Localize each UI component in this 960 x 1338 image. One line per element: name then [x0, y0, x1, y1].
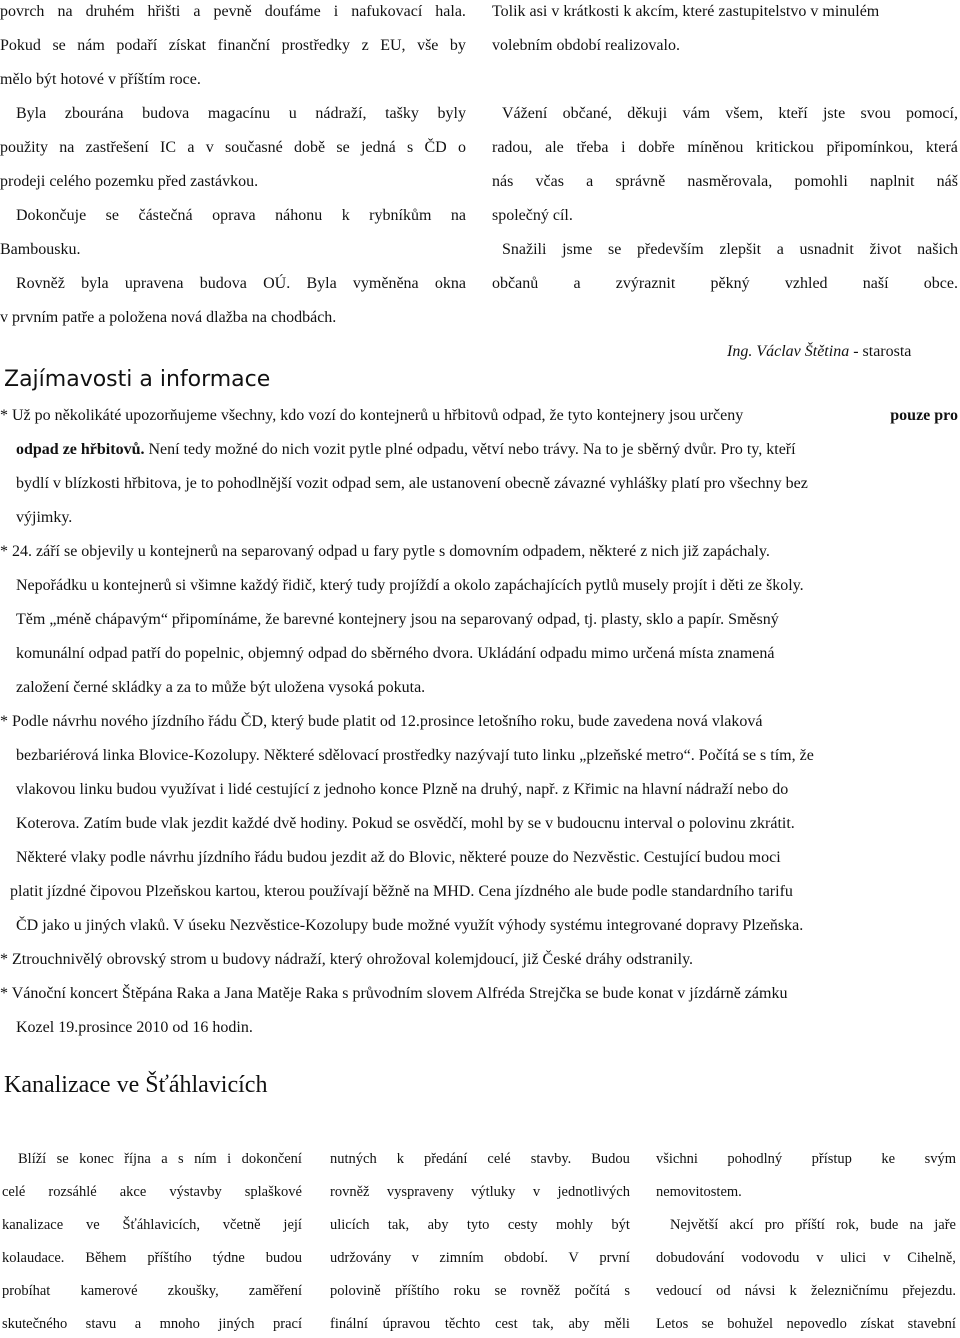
word: vyměněna — [352, 275, 419, 292]
section-heading: Kanalizace ve Šťáhlavicích — [4, 1072, 268, 1098]
word: Letos — [656, 1316, 689, 1332]
word: její — [283, 1217, 302, 1233]
word: bude — [870, 1217, 899, 1233]
word: bohužel — [727, 1316, 774, 1332]
section-heading: Zajímavosti a informace — [4, 367, 271, 392]
word: první — [599, 1250, 630, 1266]
text-line: Bambousku. — [0, 241, 81, 258]
word: výstavby — [169, 1184, 222, 1200]
word: budova — [142, 105, 190, 122]
word: kolaudace. — [2, 1250, 65, 1266]
word: konec — [79, 1151, 114, 1167]
word: k — [789, 1283, 797, 1299]
word: se — [701, 1316, 714, 1332]
emphasis: odpad ze hřbitovů. — [16, 441, 145, 458]
word: přejezdu. — [902, 1283, 956, 1299]
text-line — [16, 106, 466, 122]
word: svou — [860, 105, 891, 122]
word: období. — [504, 1250, 548, 1266]
word: a — [161, 1151, 168, 1167]
word: a — [776, 241, 784, 258]
word: Dokončuje — [16, 207, 87, 224]
text-line — [492, 174, 958, 190]
text-line — [2, 1218, 302, 1233]
word: Během — [85, 1250, 127, 1266]
word: jedná — [361, 139, 396, 156]
word: rozsáhlé — [48, 1184, 97, 1200]
word: jsme — [562, 241, 593, 258]
word: rok, — [836, 1217, 860, 1233]
word: EU, — [380, 37, 406, 54]
word: k — [396, 1151, 404, 1167]
word: získat — [860, 1316, 895, 1332]
word: na — [59, 139, 75, 156]
word: Největší — [670, 1217, 719, 1233]
word: října — [124, 1151, 151, 1167]
word: zbourána — [64, 105, 124, 122]
word: úpravou — [382, 1316, 431, 1332]
word: kritickou — [756, 139, 814, 156]
word: míněnou — [687, 139, 744, 156]
word: celé — [487, 1151, 511, 1167]
word: aby — [568, 1316, 590, 1332]
info-line: Nepořádku u kontejnerů si všimne každý řidič, který tudy projíždí a okolo zapáchajících pytlů musely projít i děti ze školy. — [16, 577, 804, 594]
word: svým — [924, 1151, 956, 1167]
word: vedoucí — [656, 1283, 702, 1299]
word: použity — [0, 139, 48, 156]
word: v — [532, 1184, 541, 1200]
word: cesty — [507, 1217, 538, 1233]
word: mnoho — [159, 1316, 200, 1332]
word: stavební — [907, 1316, 956, 1332]
word: a — [193, 3, 201, 20]
word: byly — [437, 105, 466, 122]
word: jaře — [934, 1217, 956, 1233]
info-line: bezbariérová linka Blovice-Kozolupy. Některé sdělovací prostředky nazývají tuto linku „plzeňské metro“. Počítá se s tím, že — [16, 747, 814, 764]
word: příštího — [395, 1283, 440, 1299]
info-line: * Ztrouchnivělý obrovský strom u budovy nádraží, který ohrožoval kolemjdoucí, již České dráhy odstranily. — [0, 951, 694, 968]
word: Cihelně, — [907, 1250, 956, 1266]
word: Šťáhlavicích, — [122, 1217, 200, 1233]
text-line — [16, 208, 466, 224]
word: která — [925, 139, 958, 156]
text-line — [656, 1317, 956, 1332]
word: občané, — [562, 105, 612, 122]
word: akcí — [729, 1217, 754, 1233]
word: roku — [453, 1283, 481, 1299]
info-line — [16, 442, 796, 458]
word: být — [611, 1217, 630, 1233]
text-line — [2, 1185, 302, 1200]
word: V — [568, 1250, 579, 1266]
word: s — [406, 139, 414, 156]
signature-role: - starosta — [849, 343, 912, 360]
text-line — [502, 242, 958, 258]
word: finální — [330, 1316, 368, 1332]
word: nafukovací — [351, 3, 423, 20]
text-line — [330, 1317, 630, 1332]
word: pro — [764, 1217, 785, 1233]
word: u — [288, 105, 297, 122]
word: doufáme — [264, 3, 321, 20]
word: tyto — [466, 1217, 490, 1233]
word: třeba — [576, 139, 609, 156]
word: v — [883, 1250, 891, 1266]
word: podaří — [116, 37, 158, 54]
word: probíhat — [2, 1283, 51, 1299]
word: kanalizace — [2, 1217, 64, 1233]
word: měli — [604, 1316, 630, 1332]
word: splaškové — [244, 1184, 302, 1200]
text-line: Tolik asi v krátkosti k akcím, které zastupitelstvo v minulém — [492, 3, 880, 20]
word: se — [56, 1151, 69, 1167]
word: jste — [822, 105, 846, 122]
text-line — [330, 1185, 630, 1200]
word: Vážení — [502, 105, 548, 122]
word: se — [608, 241, 622, 258]
word: Byla — [306, 275, 337, 292]
word: náš — [936, 173, 958, 190]
word: s — [624, 1283, 630, 1299]
text-line — [0, 140, 466, 156]
word: všichni — [656, 1151, 698, 1167]
word: ale — [545, 139, 564, 156]
word: rovněž — [520, 1283, 561, 1299]
word: okna — [434, 275, 466, 292]
info-line: ČD jako u jiných vlaků. V úseku Nezvěstice-Kozolupy bude možné využít výhody systému integrované dopravy Plzeňska. — [16, 917, 804, 934]
info-line: Těm „méně chápavým“ připomínáme, že barevné kontejnery jsou na separovaný odpad, tj. plasty, sklo a papír. Směsný — [16, 611, 779, 628]
word: připomínkou, — [826, 139, 914, 156]
word: v — [411, 1250, 419, 1266]
word: všem, — [725, 105, 764, 122]
word: se — [336, 139, 350, 156]
word: jiných — [218, 1316, 255, 1332]
word: na — [450, 207, 466, 224]
word: od — [716, 1283, 731, 1299]
word: našich — [917, 241, 958, 258]
word: s — [178, 1151, 184, 1167]
text-line — [656, 1284, 956, 1299]
word: nás — [492, 173, 514, 190]
word: i — [227, 1151, 232, 1167]
info-line: výjimky. — [16, 509, 73, 526]
word: se — [105, 207, 119, 224]
word: výtluky — [471, 1184, 516, 1200]
word: Byla — [16, 105, 47, 122]
word: příští — [795, 1217, 825, 1233]
word: obce. — [923, 275, 958, 292]
info-line: Kozel 19.prosince 2010 od 16 hodin. — [16, 1019, 253, 1036]
word: zvýraznit — [615, 275, 676, 292]
word: i — [621, 139, 626, 156]
word: budou — [265, 1250, 302, 1266]
word: z — [361, 37, 369, 54]
text-run: * Už po několikáté upozorňujeme všechny, kdo vozí do kontejnerů u hřbitovů odpad, že tyto kontejnery jsou určeny — [0, 407, 744, 424]
text-line — [502, 106, 958, 122]
word: zastřešení — [85, 139, 149, 156]
word: prací — [273, 1316, 302, 1332]
word: dokončení — [241, 1151, 302, 1167]
info-line: * 24. září se objevily u kontejnerů na separovaný odpad u fary pytle s domovním odpadem, některé z nich již zapáchaly. — [0, 543, 770, 560]
word: pevně — [213, 3, 252, 20]
text-line — [492, 140, 958, 156]
info-line: * Podle návrhu nového jízdního řádu ČD, který bude platit od 12.prosince letošního roku, bude zavedena nová vlaková — [0, 713, 763, 730]
word: občanů — [492, 275, 539, 292]
word: pomohli — [794, 173, 848, 190]
word: naplnit — [869, 173, 915, 190]
signature-name: Ing. Václav Štětina — [727, 343, 850, 360]
word: nasměrovala, — [687, 173, 773, 190]
word: oprava — [212, 207, 256, 224]
word: pěkný — [710, 275, 750, 292]
word: zkoušky, — [167, 1283, 219, 1299]
text-line: nemovitostem. — [656, 1184, 742, 1200]
word: k — [341, 207, 350, 224]
word: včetně — [222, 1217, 261, 1233]
word: železničnímu — [810, 1283, 889, 1299]
word: cest — [495, 1316, 518, 1332]
word: akce — [119, 1184, 147, 1200]
word: dobře — [638, 139, 675, 156]
text-line — [656, 1251, 956, 1266]
word: zimním — [439, 1250, 484, 1266]
word: ČD — [424, 139, 447, 156]
word: radou, — [492, 139, 533, 156]
text-line — [330, 1218, 630, 1233]
word: na — [57, 3, 73, 20]
word: Rovněž — [16, 275, 65, 292]
word: těchto — [444, 1316, 481, 1332]
text-line: volebním období realizovalo. — [492, 37, 680, 54]
word: vzhled — [784, 275, 828, 292]
word: IC — [160, 139, 177, 156]
word: život — [869, 241, 902, 258]
text-line — [656, 1152, 956, 1167]
word: budova — [199, 275, 247, 292]
word: povrch — [0, 3, 45, 20]
word: získat — [168, 37, 207, 54]
word: tak, — [387, 1217, 410, 1233]
word: celé — [2, 1184, 26, 1200]
word: i — [333, 3, 339, 20]
word: nádraží, — [315, 105, 367, 122]
info-line — [0, 408, 958, 424]
word: kamerové — [80, 1283, 138, 1299]
text-line — [0, 38, 466, 54]
word: jednotlivých — [557, 1184, 630, 1200]
word: náhonu — [275, 207, 323, 224]
text-line — [2, 1251, 302, 1266]
word: udržovány — [330, 1250, 392, 1266]
word: stavu — [85, 1316, 117, 1332]
word: hala. — [435, 3, 466, 20]
word: rybníkům — [369, 207, 432, 224]
word: polovině — [330, 1283, 381, 1299]
info-line: komunální odpad patří do popelnic, objemný odpad do sběrného dvora. Ukládání odpadu mimo určená místa znamená — [16, 645, 775, 662]
word: a — [187, 139, 195, 156]
text-line — [0, 4, 466, 20]
word: ulicích — [330, 1217, 370, 1233]
word: době — [294, 139, 326, 156]
word: hřišti — [147, 3, 181, 20]
info-line: bydlí v blízkosti hřbitova, je to pohodlnější vozit odpad sem, ale ustanovení obecně závazné vyhlášky platí pro všechny bez — [16, 475, 808, 492]
word: zaměření — [248, 1283, 302, 1299]
info-line: platit jízdné čipovou Plzeňskou kartou, kterou používají běžně na MHD. Cena jízdného ale bude podle standardního tarifu — [10, 883, 793, 900]
text-line — [18, 1152, 302, 1167]
signature — [727, 344, 911, 360]
word: a — [573, 275, 581, 292]
word: a — [134, 1316, 142, 1332]
word: kteří — [778, 105, 808, 122]
word: především — [637, 241, 704, 258]
emphasis: pouze pro — [890, 407, 958, 424]
text-line — [670, 1218, 956, 1233]
text-line — [16, 276, 466, 292]
word: Snažili — [502, 241, 547, 258]
info-line: Některé vlaky podle návrhu jízdního řádu budou jezdit až do Blovic, některé pouze do Nezvěstic. Cestující budou moci — [16, 849, 781, 866]
text-line — [2, 1284, 302, 1299]
word: stavby. — [530, 1151, 572, 1167]
text-line — [492, 276, 958, 292]
text-line — [330, 1152, 630, 1167]
text-line — [330, 1284, 630, 1299]
word: OÚ. — [263, 275, 291, 292]
word: v — [816, 1250, 824, 1266]
text-line — [2, 1317, 302, 1332]
word: pohodlný — [727, 1151, 783, 1167]
word: finanční — [217, 37, 271, 54]
text-line — [330, 1251, 630, 1266]
word: nutných — [330, 1151, 377, 1167]
word: počítá — [574, 1283, 611, 1299]
word: nám — [77, 37, 105, 54]
word: vyspraveny — [386, 1184, 454, 1200]
word: druhém — [85, 3, 135, 20]
word: dobudování — [656, 1250, 725, 1266]
word: vodovodu — [741, 1250, 800, 1266]
word: skutečného — [2, 1316, 68, 1332]
word: zlepšit — [719, 241, 762, 258]
word: včas — [535, 173, 564, 190]
word: a — [586, 173, 594, 190]
info-line: Koterova. Zatím bude vlak jezdit každé dvě hodiny. Pokud se osvědčí, mohl by se v budoucnu interval o polovinu zkrátit. — [16, 815, 795, 832]
info-line: * Vánoční koncert Štěpána Raka a Jana Matěje Raka s průvodním slovem Alfréda Strejčka se bude konat v jízdárně zámku — [0, 985, 788, 1002]
word: naší — [862, 275, 889, 292]
text-run: Není tedy možné do nich vozit pytle plné odpadu, větví nebo trávy. Na to je sběrný dvůr. Pro ty, kteří — [144, 441, 796, 458]
word: částečná — [138, 207, 193, 224]
word: se — [52, 37, 66, 54]
word: Blíží — [18, 1151, 47, 1167]
word: magacínu — [207, 105, 271, 122]
word: o — [458, 139, 466, 156]
word: ním — [194, 1151, 217, 1167]
word: Pokud — [0, 37, 41, 54]
text-line: v prvním patře a položena nová dlažba na chodbách. — [0, 309, 337, 326]
word: návsi — [744, 1283, 776, 1299]
word: pomocí, — [905, 105, 958, 122]
word: nepovedlo — [786, 1316, 847, 1332]
word: usnadnit — [799, 241, 854, 258]
text-line: společný cíl. — [492, 207, 573, 224]
word: ve — [85, 1217, 100, 1233]
text-line: mělo být hotové v příštím roce. — [0, 71, 201, 88]
word: ke — [881, 1151, 896, 1167]
word: tak, — [532, 1316, 554, 1332]
word: současné — [224, 139, 283, 156]
word: mohly — [555, 1217, 594, 1233]
word: přístup — [811, 1151, 852, 1167]
word: se — [494, 1283, 507, 1299]
word: ulici — [840, 1250, 867, 1266]
info-line: založení černé skládky a za to může být uložena vysoká pokuta. — [16, 679, 426, 696]
text-line: prodeji celého pozemku před zastávkou. — [0, 173, 259, 190]
word: tašky — [385, 105, 419, 122]
word: správně — [615, 173, 666, 190]
word: vám — [682, 105, 711, 122]
word: byla — [81, 275, 109, 292]
word: Budou — [591, 1151, 630, 1167]
word: aby — [427, 1217, 449, 1233]
word: prostředky — [281, 37, 351, 54]
word: předání — [423, 1151, 468, 1167]
word: rovněž — [330, 1184, 370, 1200]
word: vše — [417, 37, 439, 54]
word: týdne — [212, 1250, 245, 1266]
word: příštího — [147, 1250, 192, 1266]
word: upravena — [124, 275, 184, 292]
word: na — [909, 1217, 924, 1233]
word: by — [449, 37, 466, 54]
word: děkuji — [627, 105, 668, 122]
word: v — [205, 139, 214, 156]
info-line: vlakovou linku budou využívat i lidé cestující z jednoho konce Plzně na druhý, např. z Křimic na hlavní nádraží nebo do — [16, 781, 789, 798]
